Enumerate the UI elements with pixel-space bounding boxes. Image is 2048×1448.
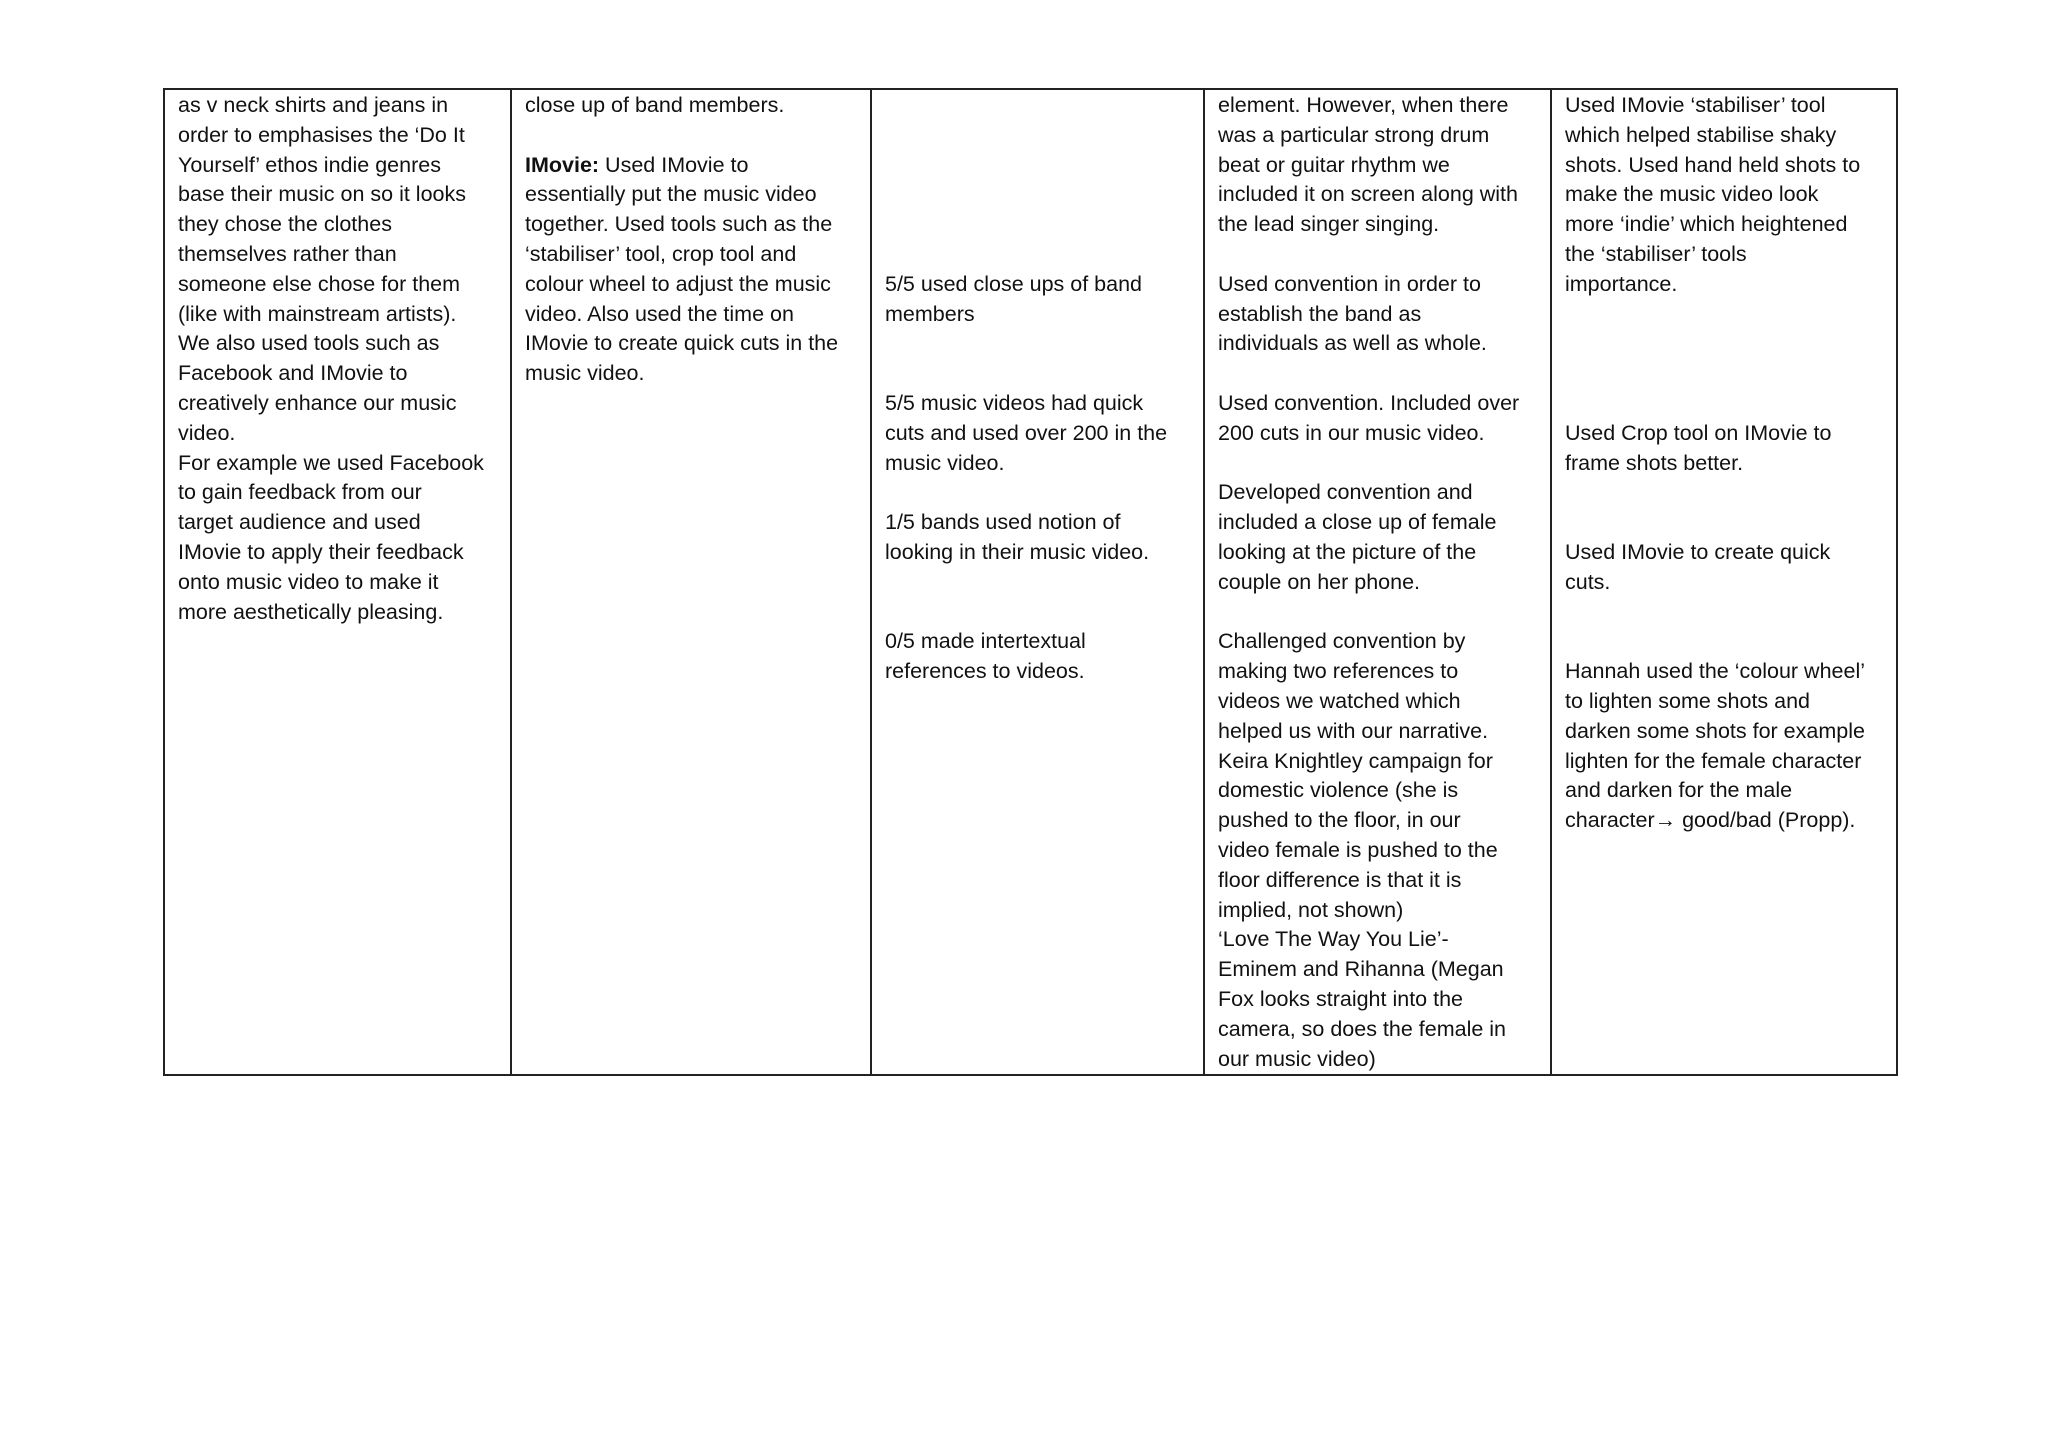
text-line: colour wheel to adjust the music: [525, 271, 831, 296]
text-line: Challenged convention by: [1218, 629, 1466, 654]
text-line: Used Crop tool on IMovie to: [1565, 420, 1832, 445]
text-line: music video.: [525, 361, 645, 386]
cell-text: [512, 90, 870, 389]
table-cell-col4: [1204, 89, 1551, 1075]
table-cell-col3: [871, 89, 1204, 1075]
text-line: Keira Knightley campaign for: [1218, 748, 1493, 773]
text-line: ‘stabiliser’ tool, crop tool and: [525, 241, 797, 266]
text-line: our music video): [1218, 1046, 1376, 1071]
text-line: members: [885, 301, 975, 326]
text-line: included a close up of female: [1218, 510, 1497, 535]
text-line: camera, so does the female in: [1218, 1016, 1507, 1041]
text-line: references to videos.: [885, 659, 1085, 684]
table-cell-col5: [1551, 89, 1897, 1075]
table-cell-col1: [164, 89, 511, 1075]
text-line: music video.: [885, 450, 1005, 475]
text-line: was a particular strong drum: [1218, 122, 1490, 147]
text-line: essentially put the music video: [525, 182, 817, 207]
text-line: pushed to the floor, in our: [1218, 808, 1461, 833]
text-line: Fox looks straight into the: [1218, 986, 1463, 1011]
text-line: darken some shots for example: [1565, 718, 1865, 743]
text-line: For example we used Facebook: [178, 450, 484, 475]
imovie-label: IMovie:: [525, 152, 600, 177]
text-line: the ‘stabiliser’ tools: [1565, 241, 1747, 266]
text-line: looking in their music video.: [885, 539, 1150, 564]
text-line: We also used tools such as: [178, 331, 440, 356]
table-row: [164, 89, 1897, 1075]
text-line: Hannah used the ‘colour wheel’: [1565, 659, 1866, 684]
text-line: helped us with our narrative.: [1218, 718, 1489, 743]
text-line: importance.: [1565, 271, 1678, 296]
text-line: order to emphasises the ‘Do It: [178, 122, 465, 147]
text-line: Eminem and Rihanna (Megan: [1218, 957, 1504, 982]
text-line: 0/5 made intertextual: [885, 629, 1086, 654]
table-cell-col2: [511, 89, 871, 1075]
text-line: to gain feedback from our: [178, 480, 422, 505]
text-line: video female is pushed to the: [1218, 837, 1498, 862]
text-line: cuts and used over 200 in the: [885, 420, 1168, 445]
text-line: 1/5 bands used notion of: [885, 510, 1121, 535]
text-line: onto music video to make it: [178, 569, 439, 594]
text-line: 5/5 music videos had quick: [885, 390, 1144, 415]
text-line: beat or guitar rhythm we: [1218, 152, 1450, 177]
text-line: making two references to: [1218, 659, 1459, 684]
text-line: themselves rather than: [178, 241, 397, 266]
text-line: implied, not shown): [1218, 897, 1404, 922]
text-line: Used convention in order to: [1218, 271, 1481, 296]
text-line: 200 cuts in our music video.: [1218, 420, 1485, 445]
text-line: included it on screen along with: [1218, 182, 1518, 207]
text-line: looking at the picture of the: [1218, 539, 1477, 564]
cell-text: [872, 90, 1203, 687]
text-line: couple on her phone.: [1218, 569, 1421, 594]
text-line: close up of band members.: [525, 93, 785, 117]
text-line: domestic violence (she is: [1218, 778, 1459, 803]
cell-text: [1205, 90, 1550, 1074]
text-line: videos we watched which: [1218, 688, 1461, 713]
text-line: make the music video look: [1565, 182, 1819, 207]
text-line: Facebook and IMovie to: [178, 361, 408, 386]
text-line: Used convention. Included over: [1218, 390, 1520, 415]
text-line: IMovie to apply their feedback: [178, 539, 464, 564]
cell-text: [165, 90, 510, 627]
text-line: lighten for the female character: [1565, 748, 1862, 773]
text-line: more aesthetically pleasing.: [178, 599, 444, 624]
blank-line: [525, 121, 858, 151]
text-line: Used IMovie to create quick: [1565, 539, 1831, 564]
text-line: shots. Used hand held shots to: [1565, 152, 1861, 177]
text-line: (like with mainstream artists).: [178, 301, 457, 326]
text-line: frame shots better.: [1565, 450, 1744, 475]
text-line: as v neck shirts and jeans in: [178, 93, 449, 117]
text-line: video. Also used the time on: [525, 301, 794, 326]
analysis-table: [163, 88, 1898, 1076]
text-line: more ‘indie’ which heightened: [1565, 212, 1848, 237]
text-line: base their music on so it looks: [178, 182, 466, 207]
text-line: 5/5 used close ups of band: [885, 271, 1142, 296]
text-line: element. However, when there: [1218, 93, 1509, 117]
text-line: character→ good/bad (Propp).: [1565, 808, 1856, 833]
cell-text: [1552, 90, 1896, 836]
text-line: target audience and used: [178, 510, 421, 535]
text-line: creatively enhance our music: [178, 390, 457, 415]
imovie-text: Used IMovie to: [599, 152, 749, 177]
text-line: individuals as well as whole.: [1218, 331, 1487, 356]
text-line: floor difference is that it is: [1218, 867, 1462, 892]
text-line: ‘Love The Way You Lie’-: [1218, 927, 1449, 952]
text-line: cuts.: [1565, 569, 1611, 594]
text-line: to lighten some shots and: [1565, 688, 1811, 713]
text-line: Yourself’ ethos indie genres: [178, 152, 441, 177]
text-line: someone else chose for them: [178, 271, 461, 296]
text-line: they chose the clothes: [178, 212, 392, 237]
text-line: which helped stabilise shaky: [1565, 122, 1837, 147]
text-line: video.: [178, 420, 236, 445]
text-line: Developed convention and: [1218, 480, 1473, 505]
text-line: Used IMovie ‘stabiliser’ tool: [1565, 93, 1826, 117]
text-line: together. Used tools such as the: [525, 212, 833, 237]
text-line: IMovie to create quick cuts in the: [525, 331, 839, 356]
text-line: [525, 151, 858, 181]
text-line: establish the band as: [1218, 301, 1422, 326]
text-line: and darken for the male: [1565, 778, 1793, 803]
text-line: the lead singer singing.: [1218, 212, 1440, 237]
